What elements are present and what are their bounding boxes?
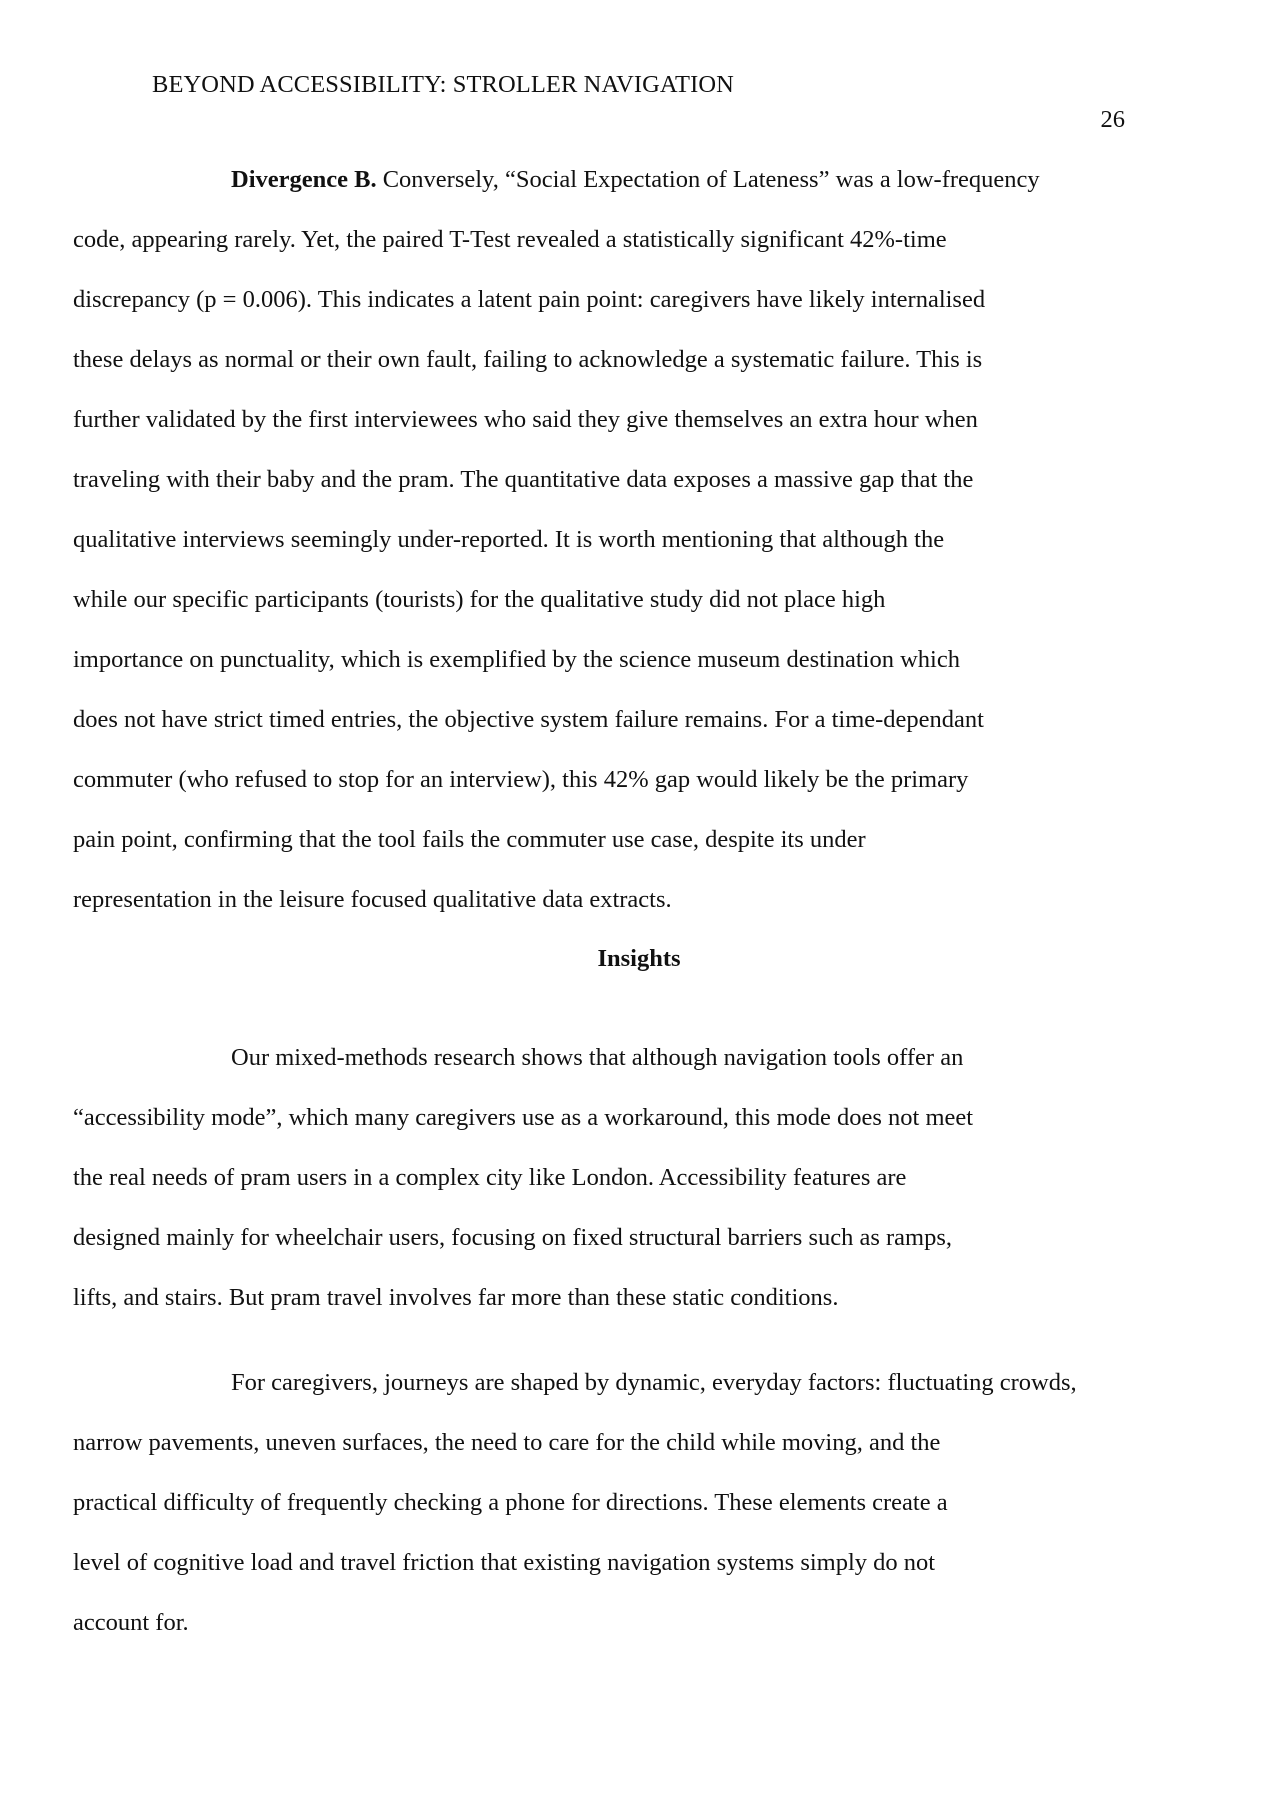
paragraph-line: traveling with their baby and the pram. The quantitative data exposes a massive gap that the [73, 466, 974, 493]
section-heading-insights: Insights [597, 945, 681, 972]
paragraph-line: representation in the leisure focused qualitative data extracts. [73, 886, 672, 913]
run-in-heading: Divergence B. [231, 166, 377, 193]
paragraph-line [152, 150, 1142, 210]
paragraph-line: further validated by the first interviewees who said they give themselves an extra hour when [73, 406, 978, 433]
paragraph-line: commuter (who refused to stop for an interview), this 42% gap would likely be the primary [73, 766, 969, 793]
paragraph-line: the real needs of pram users in a complex city like London. Accessibility features are [73, 1164, 907, 1191]
paragraph-line: pain point, confirming that the tool fails the commuter use case, despite its under [73, 826, 866, 853]
paragraph-line: designed mainly for wheelchair users, focusing on fixed structural barriers such as ramps, [73, 1224, 953, 1251]
paragraph-line-text: Conversely, “Social Expectation of Lateness” was a low-frequency [376, 166, 1040, 193]
paragraph-line: account for. [73, 1609, 189, 1636]
paragraph-line: For caregivers, journeys are shaped by dynamic, everyday factors: fluctuating crowds, [231, 1369, 1077, 1396]
paragraph-line: level of cognitive load and travel friction that existing navigation systems simply do not [73, 1549, 936, 1576]
paragraph-line: while our specific participants (tourists) for the qualitative study did not place high [73, 586, 886, 613]
running-head: BEYOND ACCESSIBILITY: STROLLER NAVIGATION [152, 71, 734, 98]
paragraph-insights-1 [73, 1028, 1142, 1328]
paragraph-line: practical difficulty of frequently checking a phone for directions. These elements create a [73, 1489, 948, 1516]
paragraph-line: qualitative interviews seemingly under-reported. It is worth mentioning that although the [73, 526, 945, 553]
paragraph-line: does not have strict timed entries, the objective system failure remains. For a time-dependant [73, 706, 984, 733]
paragraph-line: lifts, and stairs. But pram travel involves far more than these static conditions. [73, 1284, 839, 1311]
paragraph-line: “accessibility mode”, which many caregivers use as a workaround, this mode does not meet [73, 1104, 974, 1131]
paragraph-insights-2 [73, 1353, 1142, 1653]
paragraph-line: discrepancy (p = 0.006). This indicates a latent pain point: caregivers have likely internalised [73, 286, 986, 313]
paragraph-divergence-b [73, 150, 1142, 930]
paragraph-line: narrow pavements, uneven surfaces, the need to care for the child while moving, and the [73, 1429, 941, 1456]
page-number: 26 [1100, 106, 1125, 133]
paragraph-line: code, appearing rarely. Yet, the paired T-Test revealed a statistically significant 42%-time [73, 226, 947, 253]
paragraph-line: Our mixed-methods research shows that although navigation tools offer an [231, 1044, 964, 1071]
paragraph-line: importance on punctuality, which is exemplified by the science museum destination which [73, 646, 960, 673]
paragraph-line: these delays as normal or their own fault, failing to acknowledge a systematic failure. This is [73, 346, 983, 373]
